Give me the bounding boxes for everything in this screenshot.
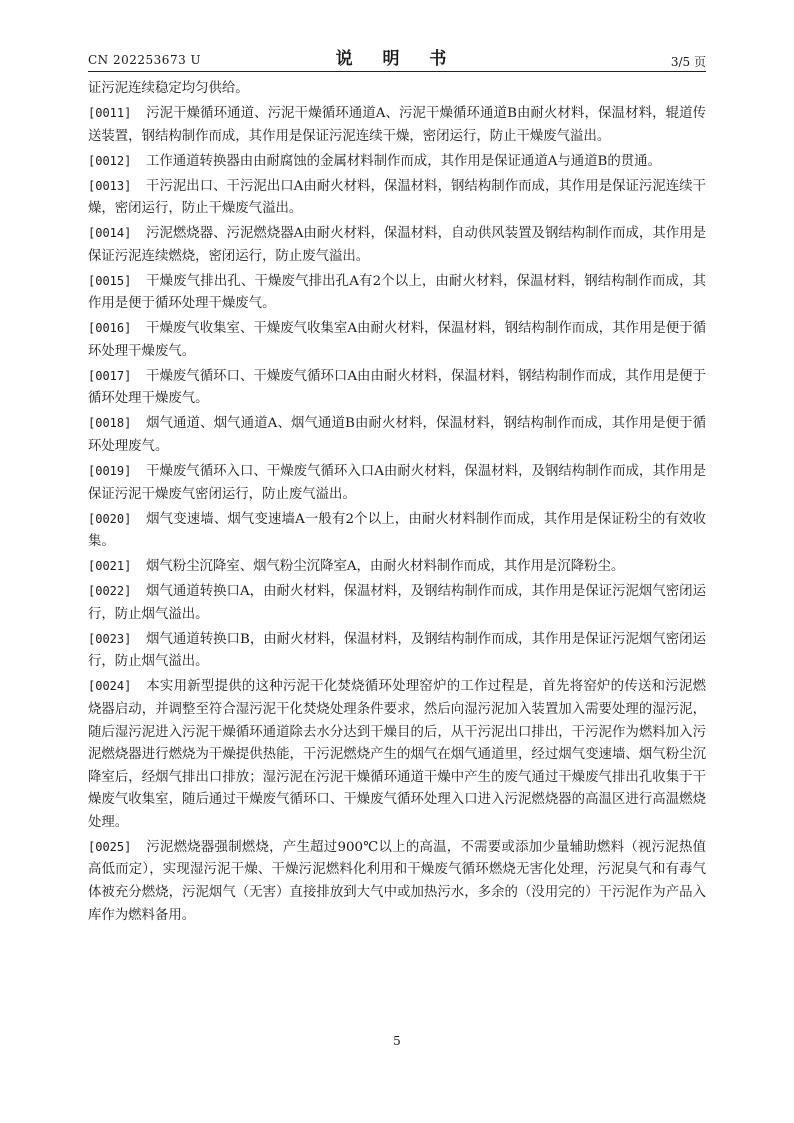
- paragraph-text: 烟气通道转换口A，由耐火材料，保温材料，及钢结构制作而成，其作用是保证污泥烟气密闭运行，防止烟气溢出。: [88, 584, 706, 622]
- paragraph-text: 污泥燃烧器、污泥燃烧器A由耐火材料，保温材料，自动供风装置及钢结构制作而成，其作用是保证污泥连续燃烧，密闭运行，防止废气溢出。: [88, 226, 706, 264]
- paragraph-text: 污泥燃烧器强制燃烧，产生超过900℃以上的高温，不需要或添加少量辅助燃料（视污泥热值高低而定），实现湿污泥干燥、干燥污泥燃料化利用和干燥废气循环燃烧无害化处理，污泥臭气和有毒气体被充分燃烧，污泥烟气（无害）直接排放到大气中或加热污水，多余的（没用完的）干污泥作为产品入库作为燃料备用。: [88, 839, 706, 923]
- paragraph: [88, 460, 706, 506]
- paragraph-number: [0011]: [88, 105, 132, 120]
- paragraph: [88, 580, 706, 626]
- page-header: [88, 44, 706, 70]
- paragraph-text: 污泥干燥循环通道、污泥干燥循环通道A、污泥干燥循环通道B由耐火材料，保温材料，辊道传送装置，钢结构制作而成，其作用是保证污泥连续干燥，密闭运行，防止干燥废气溢出。: [88, 105, 706, 144]
- paragraph-number: [0017]: [88, 368, 132, 383]
- paragraph: [88, 102, 706, 148]
- header-rule: [88, 71, 706, 72]
- paragraph-text: 干燥废气排出孔、干燥废气排出孔A有2个以上，由耐火材料，保温材料，钢结构制作而成，其作用是便于循环处理干燥废气。: [88, 273, 706, 312]
- paragraph: [88, 555, 706, 579]
- paragraph: [88, 508, 706, 554]
- paragraph-number: [0020]: [88, 511, 132, 526]
- paragraph: [88, 675, 706, 834]
- paragraph: [88, 270, 706, 316]
- paragraph: [88, 412, 706, 458]
- paragraph-number: [0024]: [88, 679, 132, 694]
- paragraph-number: [0023]: [88, 631, 132, 646]
- page-number: 5: [393, 1034, 401, 1048]
- paragraph-text: 烟气通道、烟气通道A、烟气通道B由耐火材料，保温材料，钢结构制作而成，其作用是便于循环处理废气。: [88, 416, 706, 455]
- paragraph: [88, 175, 706, 221]
- paragraph-text: 工作通道转换器由由耐腐蚀的金属材料制作而成，其作用是保证通道A与通道B的贯通。: [146, 153, 661, 169]
- paragraph-number: [0016]: [88, 321, 132, 336]
- page-indicator: 3/5 页: [670, 55, 706, 69]
- paragraph: [88, 222, 706, 268]
- paragraph-text: 干燥废气循环入口、干燥废气循环入口A由耐火材料，保温材料，及钢结构制作而成，其作用是保证污泥干燥废气密闭运行，防止废气溢出。: [88, 464, 706, 502]
- paragraph: [88, 317, 706, 363]
- paragraph: [88, 150, 706, 174]
- paragraph-list: [88, 102, 706, 927]
- document-body: [88, 78, 706, 929]
- paragraph-text: 烟气通道转换口B，由耐火材料，保温材料，及钢结构制作而成，其作用是保证污泥烟气密闭运行，防止烟气溢出。: [88, 631, 706, 670]
- paragraph-text: 干燥废气收集室、干燥废气收集室A由耐火材料，保温材料，钢结构制作而成，其作用是便于循环处理干燥废气。: [88, 321, 706, 359]
- paragraph-number: [0013]: [88, 178, 132, 193]
- document-title: 说 明 书: [335, 49, 459, 69]
- paragraph-number: [0012]: [88, 153, 132, 168]
- paragraph: [88, 628, 706, 674]
- paragraph-text: 干燥废气循环口、干燥废气循环口A由由耐火材料，保温材料，钢结构制作而成，其作用是便于循环处理干燥废气。: [88, 368, 706, 407]
- paragraph-number: [0014]: [88, 226, 132, 241]
- paragraph-number: [0022]: [88, 584, 132, 599]
- paragraph-number: [0019]: [88, 464, 132, 479]
- paragraph-number: [0018]: [88, 416, 132, 431]
- intro-line: 证污泥连续稳定均匀供给。: [88, 81, 249, 96]
- paragraph-text: 干污泥出口、干污泥出口A由耐火材料，保温材料，钢结构制作而成，其作用是保证污泥连续干燥，密闭运行，防止干燥废气溢出。: [88, 178, 706, 217]
- paragraph-text: 烟气变速墙、烟气变速墙A一般有2个以上，由耐火材料制作而成，其作用是保证粉尘的有效收集。: [88, 511, 706, 550]
- paragraph: [88, 365, 706, 411]
- paragraph-number: [0015]: [88, 273, 132, 288]
- paragraph-number: [0025]: [88, 839, 132, 854]
- paragraph-text: 本实用新型提供的这种污泥干化焚烧循环处理窑炉的工作过程是，首先将窑炉的传送和污泥燃烧器启动，并调整至符合湿污泥干化焚烧处理条件要求，然后向湿污泥加入装置加入需要处理的湿污泥，随后湿污泥进入污泥干燥循环通道除去水分达到干燥目的后，从干污泥出口排出，干污泥作为燃料加入污泥燃烧器进行燃烧为干燥提供热能，干污泥燃烧产生的烟气在烟气通道里，经过烟气变速墙、烟气粉尘沉降室后，经烟气排出口排放；湿污泥在污泥干燥循环通道干燥中产生的废气通过干燥废气排出孔收集于干燥废气收集室，随后通过干燥废气循环口、干燥废气循环处理入口进入污泥燃烧器的高温区进行高温燃烧处理。: [88, 679, 706, 830]
- paragraph: [88, 836, 706, 927]
- paragraph-number: [0021]: [88, 559, 132, 574]
- paragraph-text: 烟气粉尘沉降室、烟气粉尘沉降室A，由耐火材料制作而成，其作用是沉降粉尘。: [146, 559, 625, 575]
- patent-number: CN 202253673 U: [88, 53, 202, 67]
